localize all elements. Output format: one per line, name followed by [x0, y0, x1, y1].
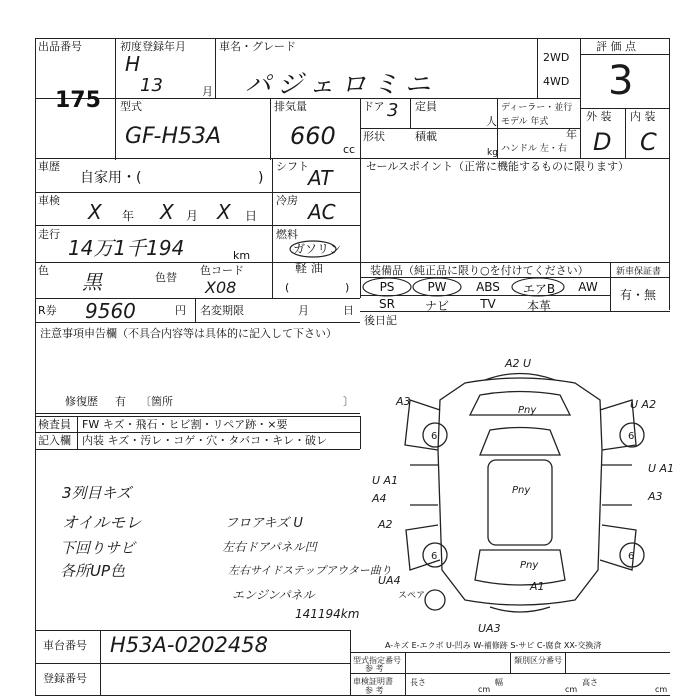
mileage-label: 走行: [38, 228, 60, 241]
drive-2wd: 2WD: [543, 51, 570, 64]
equip-tv: TV: [480, 297, 496, 311]
interior-grade: C: [640, 128, 657, 156]
exterior-grade: D: [593, 128, 612, 156]
recycle-label: R券: [38, 304, 57, 317]
entry-label: 記入欄: [38, 434, 71, 447]
svg-text:6: 6: [431, 431, 438, 442]
left-border: [35, 38, 36, 695]
month-unit: 月: [202, 85, 213, 98]
mark-bonnet: Pny: [518, 405, 537, 416]
top-border: [35, 38, 670, 39]
registration-label: 登録番号: [43, 672, 87, 685]
aircon-label: 冷房: [276, 194, 298, 207]
mark-right-door: U A1: [648, 462, 675, 475]
recycle-fee: 9560: [85, 299, 136, 323]
mark-rear-bumper: UA3: [478, 622, 501, 635]
chassis-label: 車台番号: [43, 639, 87, 652]
equip-leather: 本革: [526, 299, 551, 313]
mark-left-door: U A1: [372, 474, 399, 487]
chassis-number: H53A-0202458: [110, 633, 268, 657]
mark-left-panel: A4: [372, 492, 387, 505]
spare-tire-label: スペア: [398, 591, 426, 601]
doors-label: ドア: [363, 100, 385, 113]
year-unit: 年: [566, 128, 577, 141]
registration-era: H: [125, 52, 141, 76]
model-label: 型式: [120, 100, 142, 113]
mark-left-step: A2: [378, 518, 393, 531]
mark-roof: Pny: [512, 485, 531, 496]
mark-front-left: A3: [396, 395, 411, 408]
fuel-circle-mark: [288, 240, 338, 258]
note-line-5: フロアキズ U: [225, 516, 303, 531]
equip-sr: SR: [379, 297, 395, 311]
fuel-diesel: 軽 油: [295, 261, 323, 275]
drive-4wd: 4WD: [543, 75, 570, 88]
car-name: パジェロミニ: [245, 70, 437, 100]
auction-sheet: 出品番号 175 初度登録年月 H 13 月 車名・グレード パジェロミニ 2WD 4WD 評 価 点 3 外 装 内 装 D C 型式 GF-H53A 排気量 660 cc ドア 3 定員 人 ディーラー・並行 モデル 年式 年 形状 積載 kg ハンドル 左・右 車歴 自家用・( ) 車検 X 年 X 月 X 日 走行 14万1千194 km 色 黒 色替 色コード X08 R券 9560 円 名変期限 月 日 注意事項申告欄（不具合内容等は具体的に記入して下さい） 修復歴 有 〔箇所 〕 シフト AT 冷房 AC 燃料 ガソリン 軽 油 ( ) セールスポイント（正常に機能するものに限ります） 装備品（純正品に限り○を付けてください） 新車保証書 有・無 PS PW ABS エアB AW SR ナビ TV 本革 後日記 検査員 記入欄 FW キズ・飛石・ヒビ割・リペア跡・×要 内装 キズ・汚レ・コゲ・穴・タバコ・キレ・破レ 3列目キズ オイルモレ 下回りサビ 各所UP色 フロアキズ U 左右ドアパネル凹 左右サイドステップアウター曲り エンジンパネル 141194km 6 6 6 6 A2 U A3 U A2 U A1 A3 U A1 A4 A2 UA4 A1 UA3 Pny Pny Pny スペア 車台番号 H53A-0202458 登録番号 A-キズ E-エクボ U-凹み W-補修跡 S-サビ C-腐食 XX-交換済 型式指定番号 参 考 類別区分番号 車検証明書 参 考 長さ cm 幅 cm 高さ cm: [0, 0, 700, 700]
mark-right-step: A3: [648, 490, 663, 503]
later-notes-label: 後日記: [364, 314, 397, 327]
svg-text:6: 6: [431, 551, 438, 562]
model-code: GF-H53A: [125, 124, 222, 149]
aircon-value: AC: [308, 200, 336, 224]
notes-label: 注意事項申告欄（不具合内容等は具体的に記入して下さい）: [40, 327, 337, 340]
equipment-label: 装備品（純正品に限り○を付けてください）: [370, 264, 589, 277]
handle-label: ハンドル 左・右: [501, 144, 567, 154]
capacity-label: 定員: [415, 100, 437, 113]
damage-legend: A-キズ E-エクボ U-凹み W-補修跡 S-サビ C-腐食 XX-交換済: [385, 641, 602, 650]
sales-point-label: セールスポイント（正常に機能するものに限ります）: [366, 160, 630, 173]
note-line-7: 左右サイドステップアウター曲り: [228, 564, 392, 577]
displacement-label: 排気量: [274, 100, 307, 113]
grade-score: 3: [608, 58, 634, 104]
car-name-label: 車名・グレード: [219, 40, 296, 53]
note-line-8: エンジンパネル: [232, 588, 315, 602]
displacement: 660: [290, 122, 336, 150]
mark-front: A2 U: [505, 357, 532, 370]
equip-aw: AW: [578, 280, 598, 294]
equipment-circles: [360, 276, 610, 298]
shift-label: シフト: [276, 160, 309, 173]
color-code: X08: [205, 278, 237, 297]
svg-text:6: 6: [628, 551, 635, 562]
lot-number-label: 出品番号: [38, 40, 82, 53]
lot-number: 175: [55, 88, 101, 113]
note-line-2: オイルモレ: [62, 513, 142, 532]
inspector-label: 検査員: [38, 418, 71, 431]
person-unit: 人: [486, 115, 497, 128]
load-label: 積載: [415, 130, 437, 143]
equip-airbag: エアB: [522, 282, 556, 296]
exterior-label: 外 装: [586, 110, 612, 123]
repair-history-label: 修復歴: [65, 395, 98, 408]
note-line-1: 3列目キズ: [62, 484, 132, 502]
doors: 3: [387, 100, 399, 121]
interior-label: 内 装: [630, 110, 656, 123]
right-border: [669, 38, 670, 310]
shift-value: AT: [308, 166, 333, 190]
registration-year: 13: [140, 75, 163, 96]
history-value: 自家用・(: [80, 170, 142, 186]
inspection-label: 車検: [38, 194, 60, 207]
equip-pw: PW: [427, 280, 447, 294]
first-registration-label: 初度登録年月: [120, 40, 186, 53]
color-label: 色: [38, 264, 49, 277]
fuel-gas: ガソリン: [293, 242, 342, 256]
warranty-label: 新車保証書: [616, 267, 662, 277]
inspector-row-fw: FW キズ・飛石・ヒビ割・リペア跡・×要: [82, 418, 288, 431]
mark-tailgate: Pny: [520, 560, 539, 571]
note-line-3: 下回りサビ: [60, 539, 136, 557]
note-line-6: 左右ドアパネル凹: [222, 540, 317, 554]
note-line-4: 各所UP色: [60, 562, 126, 580]
equip-ps: PS: [379, 280, 395, 294]
model-year-label: モデル 年式: [501, 117, 549, 127]
mark-rear: A1: [530, 580, 545, 593]
equip-navi: ナビ: [424, 299, 449, 313]
history-label: 車歴: [38, 160, 60, 173]
inspector-row-interior: 内装 キズ・汚レ・コゲ・穴・タバコ・キレ・破レ: [82, 434, 328, 447]
shape-label: 形状: [363, 130, 385, 143]
cc-unit: cc: [343, 143, 356, 156]
note-mileage: 141194km: [295, 607, 360, 621]
grade-label: 評 価 点: [596, 40, 636, 53]
mark-rear-left: UA4: [378, 574, 401, 587]
dealer-label: ディーラー・並行: [501, 103, 573, 113]
mark-front-right: U A2: [630, 398, 657, 411]
fuel-label: 燃料: [276, 228, 298, 241]
mileage: 14万1千194: [68, 236, 185, 260]
kg-unit: kg: [487, 148, 498, 158]
equip-abs: ABS: [476, 280, 500, 294]
color-value: 黒: [82, 270, 102, 294]
svg-text:6: 6: [628, 431, 635, 442]
warranty-value: 有・無: [620, 288, 657, 302]
